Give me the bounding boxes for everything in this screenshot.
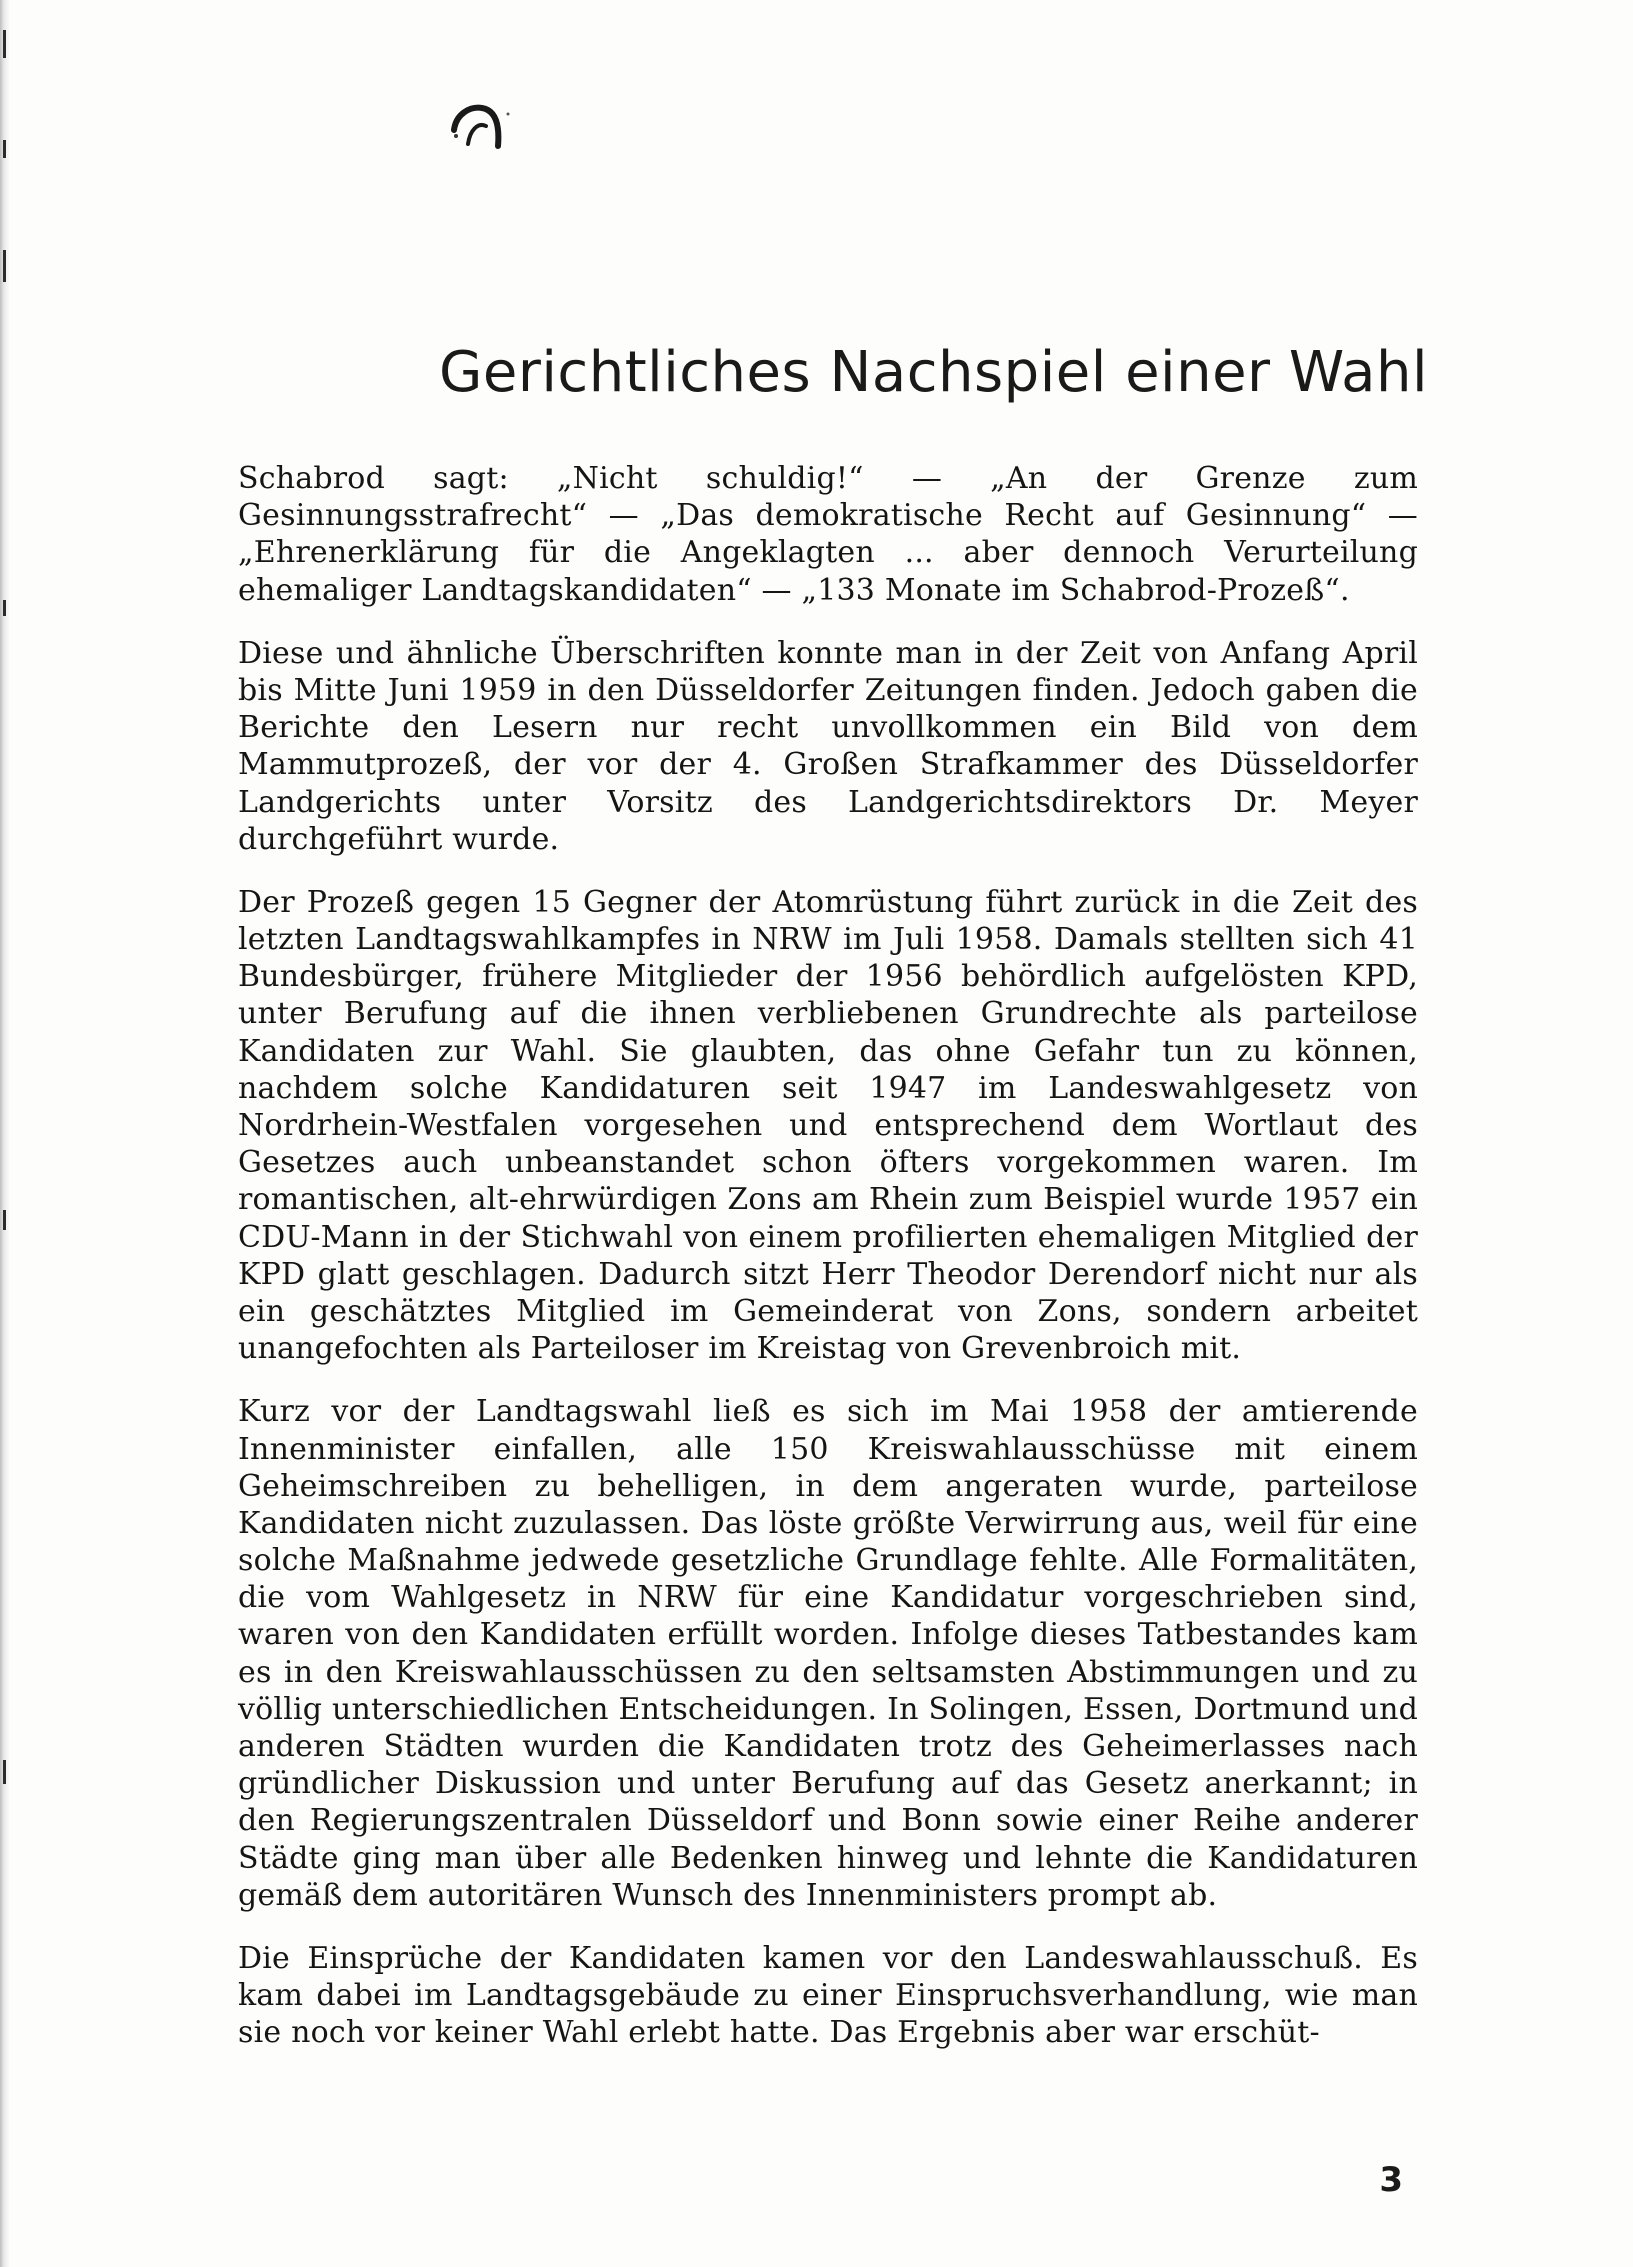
binding-mark xyxy=(3,30,6,58)
binding-mark xyxy=(3,250,6,282)
binding-mark xyxy=(3,1760,6,1784)
paragraph: Die Einsprüche der Kandidaten kamen vor den Landeswahlausschuß. Es kam dabei im Landtagsgebäude zu einer Einspruchsverhandlung, wie man sie noch vor keiner Wahl erlebt hatte. Das Ergebnis aber war erschüt- xyxy=(238,1940,1418,2051)
paragraph: Der Prozeß gegen 15 Gegner der Atomrüstung führt zurück in die Zeit des letzten Landtagswahlkampfes in NRW im Juli 1958. Damals stellten sich 41 Bundesbürger, frühere Mitglieder der 1956 behördlich aufgelösten KPD, unter Berufung auf die ihnen verbliebenen Grundrechte als parteilose Kandidaten zur Wahl. Sie glaubten, das ohne Gefahr tun zu können, nachdem solche Kandidaturen seit 1947 im Landeswahlgesetz von Nordrhein-Westfalen vorgesehen und entsprechend dem Wortlaut des Gesetzes auch unbeanstandet schon öfters vorgekommen waren. Im romantischen, alt-ehrwürdigen Zons am Rhein zum Beispiel wurde 1957 ein CDU-Mann in der Stichwahl von einem profilierten ehemaligen Mitglied der KPD glatt geschlagen. Dadurch sitzt Herr Theodor Derendorf nicht nur als ein geschätztes Mitglied im Gemeinderat von Zons, sondern arbeitet unangefochten als Parteiloser im Kreistag von Grevenbroich mit. xyxy=(238,884,1418,1367)
binding-mark xyxy=(3,140,6,158)
binding-mark xyxy=(3,600,6,616)
paragraph: Schabrod sagt: „Nicht schuldig!“ — „An der Grenze zum Gesinnungsstrafrecht“ — „Das demokratische Recht auf Gesinnung“ — „Ehrenerklärung für die Angeklagten ... aber dennoch Verurteilung ehemaliger Landtagskandidaten“ — „133 Monate im Schabrod-Prozeß“. xyxy=(238,461,1418,608)
paragraph: Diese und ähnliche Überschriften konnte man in der Zeit von Anfang April bis Mitte Juni 1959 in den Düsseldorfer Zeitungen finden. Jedoch gaben die Berichte den Lesern nur recht unvollkommen ein Bild von dem Mammutprozeß, der vor der 4. Großen Strafkammer des Düsseldorfer Landgerichts unter Vorsitz des Landgerichtsdirektors Dr. Meyer durchgeführt wurde. xyxy=(238,635,1418,857)
page-number: 3 xyxy=(1379,2160,1403,2200)
paragraph: Kurz vor der Landtagswahl ließ es sich im Mai 1958 der amtierende Innenminister einfallen, alle 150 Kreiswahlausschüsse mit einem Geheimschreiben zu behelligen, in dem angeraten wurde, parteilose Kandidaten nicht zuzulassen. Das löste größte Verwirrung aus, weil für eine solche Maßnahme jedwede gesetzliche Grundlage fehlte. Alle Formalitäten, die vom Wahlgesetz in NRW für eine Kandidatur vorgeschrieben sind, waren von den Kandidaten erfüllt worden. Infolge dieses Tatbestandes kam es in den Kreiswahlausschüssen zu den seltsamsten Abstimmungen und zu völlig unterschiedlichen Entscheidungen. In Solingen, Essen, Dortmund und anderen Städten wurden die Kandidaten trotz des Geheimerlasses nach gründlicher Diskussion und unter Berufung auf das Gesetz anerkannt; in den Regierungszentralen Düsseldorf und Bonn sowie einer Reihe anderer Städte ging man über alle Bedenken hinweg und lehnte die Kandidaturen gemäß dem autoritären Wunsch des Innenministers prompt ab. xyxy=(238,1394,1418,1913)
body-text xyxy=(238,460,1418,2078)
chapter-title: Gerichtliches Nachspiel einer Wahl xyxy=(438,340,1428,405)
binding-mark xyxy=(3,1210,6,1230)
publisher-logo-icon xyxy=(448,100,518,150)
